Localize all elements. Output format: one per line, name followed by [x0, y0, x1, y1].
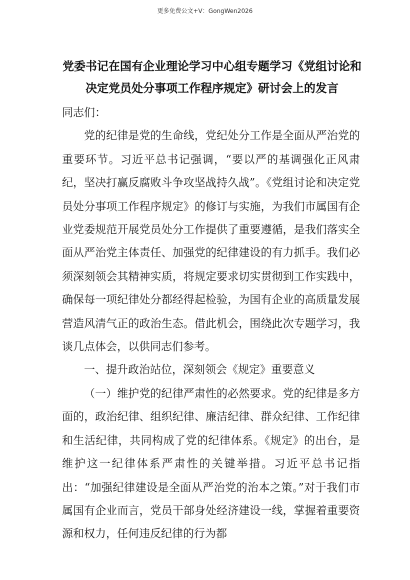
document-body: [62, 101, 360, 546]
document-title: 党委书记在国有企业理论学习中心组专题学习《党组讨论和决定党员处分事项工作程序规定》研讨会上的发言: [62, 59, 362, 95]
salutation: 同志们：: [62, 106, 106, 119]
paragraph-subsection: （一）维护党的纪律严肃性的必然要求。党的纪律是多方面的，政治纪律、组织纪律、廉洁纪律、群众纪律、工作纪律和生活纪律，共同构成了党的纪律体系。《规定》的出台，是维护这一纪律体系严肃性的关键举措。习近平总书记指出：“加强纪律建设是全面从严治党的治本之策。”对于我们市属国有企业而言，党员干部身处经济建设一线，掌握着重要资源和权力，任何违反纪律的行为都: [62, 386, 360, 541]
paragraph-intro: 党的纪律是党的生命线，党纪处分工作是全面从严治党的重要环节。习近平总书记强调，“要以严的基调强化正风肃纪，坚决打赢反腐败斗争攻坚战持久战”。《党组讨论和决定党员处分事项工作程序规定》的修订与实施，为我们市属国有企业党委规范开展党员处分工作提供了重要遵循，是我们落实全面从严治党主体责任、加强党的纪律建设的有力抓手。我们必须深刻领会其精神实质，将规定要求切实贯彻到工作实践中，确保每一项纪律处分都经得起检验，为国有企业的高质量发展营造风清气正的政治生态。借此机会，围绕此次专题学习，我谈几点体会，以供同志们参考。: [62, 129, 360, 354]
header-note: 更多免费公文+V：GongWen2026: [157, 8, 253, 15]
section-heading: 一、提升政治站位，深刻领会《规定》重要意义: [84, 363, 315, 377]
